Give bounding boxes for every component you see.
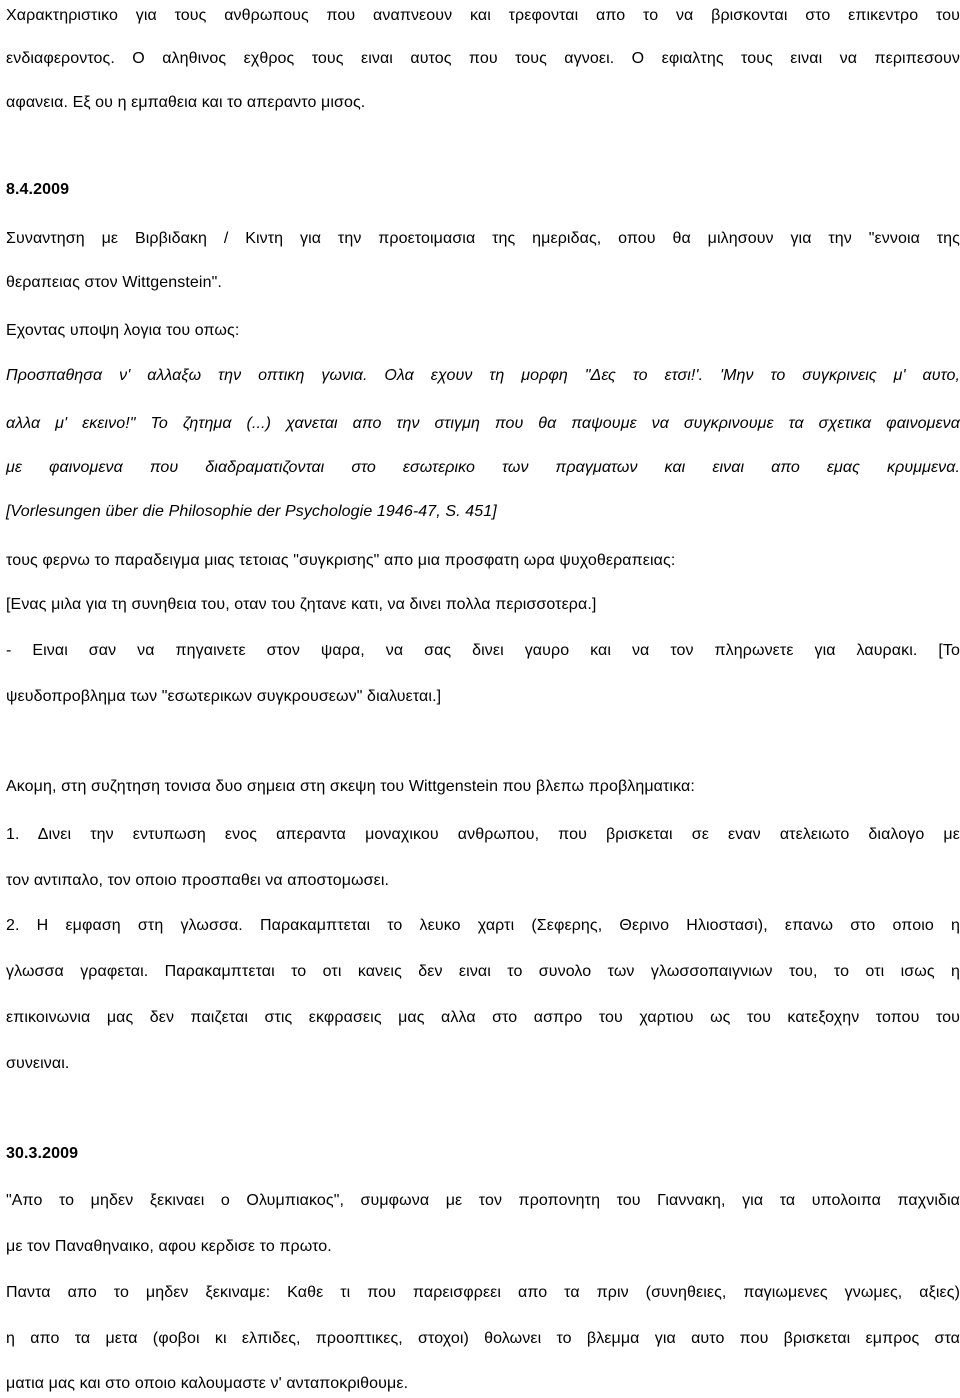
quote-source: [Vorlesungen über die Philosophie der Psychologie 1946-47, S. 451] [6, 503, 497, 520]
list-item-2-line: 2. Η εμφαση στη γλωσσα. Παρακαμπτεται το λευκο χαρτι (Σεφερης, Θερινο Ηλιοστασι), επανω στο οποιο η [6, 917, 960, 934]
list-item-2-line: συνειναι. [6, 1055, 70, 1072]
paragraph-line: τους φερνω το παραδειγμα μιας τετοιας "συγκρισης" απο μια προσφατη ωρα ψυχοθεραπειας: [6, 552, 676, 569]
paragraph-line: ψευδοπροβλημα των "εσωτερικων συγκρουσεων" διαλυεται.] [6, 688, 442, 705]
paragraph-line: η απο τα μετα (φοβοι κι ελπιδες, προοπτικες, στοχοι) θολωνει το βλεμμα για αυτο που βρισκεται εμπρος στα [6, 1330, 960, 1347]
paragraph-line: "Απο το μηδεν ξεκιναει ο Ολυμπιακος", συμφωνα με τον προπονητη του Γιαννακη, για τα υπολοιπα παχνιδια [6, 1192, 960, 1209]
paragraph-line: Ακομη, στη συζητηση τονισα δυο σημεια στη σκεψη του Wittgenstein που βλεπω προβληματικα: [6, 778, 695, 795]
list-item-1-line: 1. Δινει την εντυπωση ενος απεραντα μοναχικου ανθρωπου, που βρισκεται σε εναν ατελειωτο διαλογο με [6, 826, 960, 843]
quote-line: αλλα μ' εκεινο!" Το ζητημα (...) χανεται απο την στιγμη που θα παψουμε να συγκρινουμε τα σχετικα φαινομενα [6, 415, 960, 432]
paragraph-line: αφανεια. Εξ ου η εμπαθεια και το απεραντο μισος. [6, 94, 366, 111]
paragraph-line: Εχοντας υποψη λογια του οπως: [6, 322, 240, 339]
paragraph-line: με τον Παναθηναικο, αφου κερδισε το πρωτο. [6, 1238, 332, 1255]
paragraph-line: [Ενας μιλα για τη συνηθεια του, οταν του ζητανε κατι, να δινει πολλα περισσοτερα.] [6, 596, 597, 613]
date-heading: 8.4.2009 [6, 181, 70, 198]
quote-line: με φαινομενα που διαδραματιζονται στο εσωτερικο των πραγματων και ειναι απο εμας κρυμμενα. [6, 459, 960, 476]
paragraph-line: - Ειναι σαν να πηγαινετε στον ψαρα, να σας δινει γαυρο και να τον πληρωνετε για λαυρακι. [Το [6, 642, 960, 659]
paragraph-line: θεραπειας στον Wittgenstein". [6, 274, 222, 291]
date-heading: 30.3.2009 [6, 1145, 79, 1162]
paragraph-line: Παντα απο το μηδεν ξεκιναμε: Καθε τι που παρεισφρεει απο τα πριν (συνηθειες, παγιωμενες γνωμες, αξιες) [6, 1284, 960, 1301]
quote-line: Προσπαθησα ν' αλλαξω την οπτικη γωνια. Ολα εχουν τη μορφη "Δες το ετσι!'. 'Μην το συγκρινεις μ' αυτο, [6, 367, 960, 384]
list-item-1-line: τον αντιπαλο, τον οποιο προσπαθει να αποστομωσει. [6, 872, 390, 889]
list-item-2-line: επικοινωνια μας δεν παιζεται στις εκφρασεις μας αλλα στο ασπρο του χαρτιου ως του κατεξοχην τοπου του [6, 1009, 960, 1026]
paragraph-line: ενδιαφεροντος. Ο αληθινος εχθρος τους ειναι αυτος που τους αγνοει. Ο εφιαλτης τους ειναι να περιπεσουν [6, 50, 960, 67]
paragraph-line: Χαρακτηριστικο για τους ανθρωπους που αναπνεουν και τρεφονται απο το να βρισκονται στο επικεντρο του [6, 7, 960, 24]
list-item-2-line: γλωσσα γραφεται. Παρακαμπτεται το οτι κανεις δεν ειναι το συνολο των γλωσσοπαιγνιων του, το οτι ισως η [6, 963, 960, 980]
paragraph-line: Συναντηση με Βιρβιδακη / Κιντη για την προετοιμασια της ημεριδας, οπου θα μιλησουν για την "εννοια της [6, 230, 960, 247]
paragraph-line: ματια μας και στο οποιο καλουμαστε ν' ανταποκριθουμε. [6, 1375, 409, 1392]
